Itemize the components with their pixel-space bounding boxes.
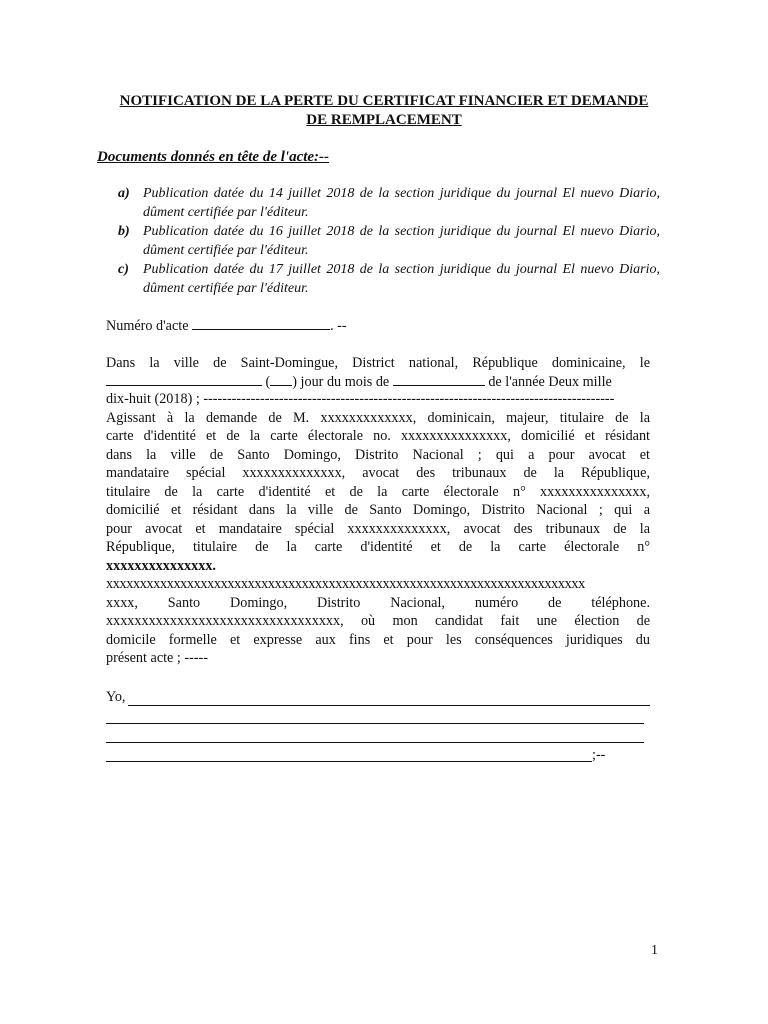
signature-blank-2[interactable] [106, 722, 644, 724]
list-item [118, 184, 660, 222]
list-marker: a) [118, 186, 130, 201]
documents-list [118, 184, 660, 298]
acte-number-suffix: . -- [330, 318, 347, 334]
date-text: de l'année Deux mille [488, 374, 612, 390]
body-line: pour avocat et mandataire spécial xxxxxxxxxxxxxx, avocat des tribunaux de la [106, 521, 650, 537]
document-title-line-1: NOTIFICATION DE LA PERTE DU CERTIFICAT FINANCIER ET DEMANDE [119, 93, 649, 109]
acte-number-line [106, 316, 650, 335]
body-line: Agissant à la demande de M. xxxxxxxxxxxxx, dominicain, majeur, titulaire de la [106, 410, 650, 426]
list-marker: c) [118, 262, 129, 277]
month-blank[interactable] [393, 372, 485, 386]
body-line: présent acte ; ----- [106, 650, 209, 666]
acte-number-blank[interactable] [192, 316, 330, 330]
body-line: mandataire spécial xxxxxxxxxxxxxx, avocat des tribunaux de la République, [106, 465, 650, 481]
list-item [118, 260, 660, 298]
signature-blank-1[interactable] [128, 704, 650, 706]
body-line: xxxx, Santo Domingo, Distrito Nacional, numéro de téléphone. [106, 595, 650, 611]
body-line: République, titulaire de la carte d'identité et de la carte électorale n° [106, 539, 650, 555]
date-text: ) jour du mois de [292, 374, 390, 390]
documents-heading: Documents donnés en tête de l'acte:-- [97, 149, 330, 165]
page-number: 1 [651, 943, 658, 958]
signature-blank-4[interactable] [106, 760, 592, 762]
date-text: ( [265, 374, 271, 390]
list-item [118, 222, 660, 260]
list-marker: b) [118, 224, 130, 239]
body-line: Dans la ville de Saint-Domingue, District national, République dominicaine, le [106, 355, 650, 371]
list-item-text: Publication datée du 14 juillet 2018 de la section juridique du journal El nuevo Diario, dûment certifiée par l'éditeur. [143, 186, 660, 220]
body-line: xxxxxxxxxxxxxxx. [106, 558, 216, 574]
date-line [106, 372, 650, 391]
signature-end-suffix: ;-- [592, 747, 606, 763]
list-item-text: Publication datée du 16 juillet 2018 de la section juridique du journal El nuevo Diario, dûment certifiée par l'éditeur. [143, 224, 660, 258]
day-blank[interactable] [106, 372, 262, 386]
document-title-line-2: DE REMPLACEMENT [306, 112, 462, 128]
day-number-blank[interactable] [270, 372, 292, 386]
list-item-text: Publication datée du 17 juillet 2018 de la section juridique du journal El nuevo Diario, dûment certifiée par l'éditeur. [143, 262, 660, 296]
body-line: domicilié et résidant dans la ville de Santo Domingo, Distrito Nacional ; qui a [106, 502, 650, 518]
signature-yo-label: Yo, [106, 689, 126, 705]
body-line: dix-huit (2018) ; --------------------------------------------------------------------------------------- [106, 391, 615, 407]
body-line: dans la ville de Santo Domingo, Distrito Nacional ; qui a pour avocat et [106, 447, 650, 463]
body-line: xxxxxxxxxxxxxxxxxxxxxxxxxxxxxxxxxxxxxxxxxxxxxxxxxxxxxxxxxxxxxxxxxxxxxxx [106, 576, 585, 592]
signature-blank-3[interactable] [106, 741, 644, 743]
body-line: carte d'identité et de la carte électorale no. xxxxxxxxxxxxxxx, domicilié et résidant [106, 428, 650, 444]
body-line: xxxxxxxxxxxxxxxxxxxxxxxxxxxxxxxxx, où mon candidat fait une élection de [106, 613, 650, 629]
body-line: titulaire de la carte d'identité et de la carte électorale n° xxxxxxxxxxxxxxx, [106, 484, 650, 500]
acte-number-label: Numéro d'acte [106, 318, 189, 334]
body-line: domicile formelle et expresse aux fins et pour les conséquences juridiques du [106, 632, 650, 648]
